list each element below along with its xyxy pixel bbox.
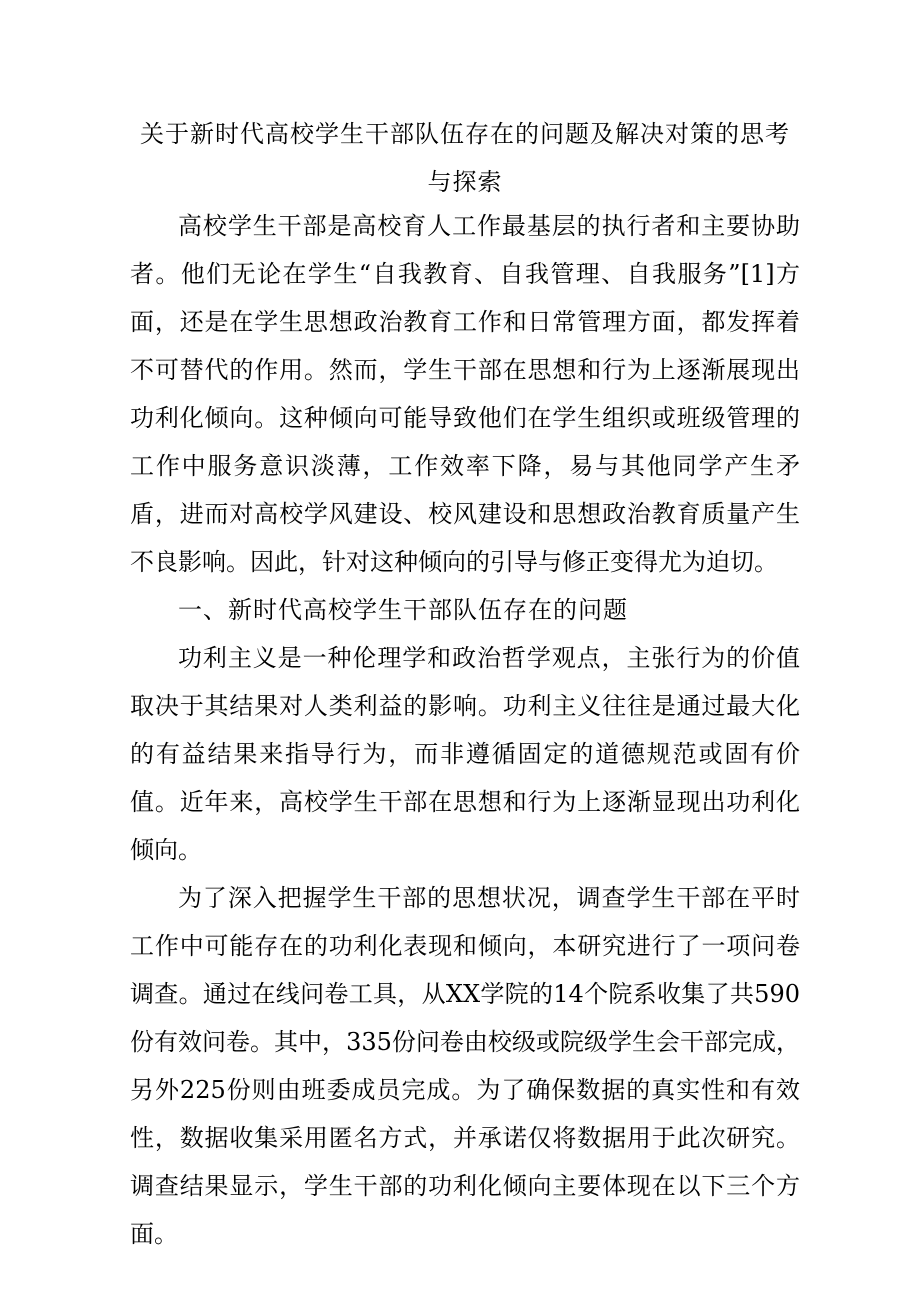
document-title: 关于新时代高校学生干部队伍存在的问题及解决对策的思考与探索: [140, 120, 790, 196]
paragraph-survey: 为了深入把握学生干部的思想状况，调查学生干部在平时工作中可能存在的功利化表现和倾向，本研究进行了一项问卷调查。通过在线问卷工具，从XX学院的14个院系收集了共590份有效问卷。其中，335份问卷由校级或院级学生会干部完成，另外225份则由班委成员完成。为了确保数据的真实性和有效性，数据收集采用匿名方式，并承诺仅将数据用于此次研究。调查结果显示，学生干部的功利化倾向主要体现在以下三个方面。: [130, 884, 800, 1248]
paragraph-intro: 高校学生干部是高校育人工作最基层的执行者和主要协助者。他们无论在学生“自我教育、自我管理、自我服务”[1]方面，还是在学生思想政治教育工作和日常管理方面，都发挥着不可替代的作用。然而，学生干部在思想和行为上逐渐展现出功利化倾向。这种倾向可能导致他们在学生组织或班级管理的工作中服务意识淡薄，工作效率下降，易与其他同学产生矛盾，进而对高校学风建设、校风建设和思想政治教育质量产生不良影响。因此，针对这种倾向的引导与修正变得尤为迫切。: [130, 212, 800, 576]
document-body: [130, 202, 800, 1258]
paragraph-utilitarianism: 功利主义是一种伦理学和政治哲学观点，主张行为的价值取决于其结果对人类利益的影响。功利主义往往是通过最大化的有益结果来指导行为，而非遵循固定的道德规范或固有价值。近年来，高校学生干部在思想和行为上逐渐显现出功利化倾向。: [130, 644, 800, 864]
section-heading-1: 一、新时代高校学生干部队伍存在的问题: [178, 596, 628, 624]
